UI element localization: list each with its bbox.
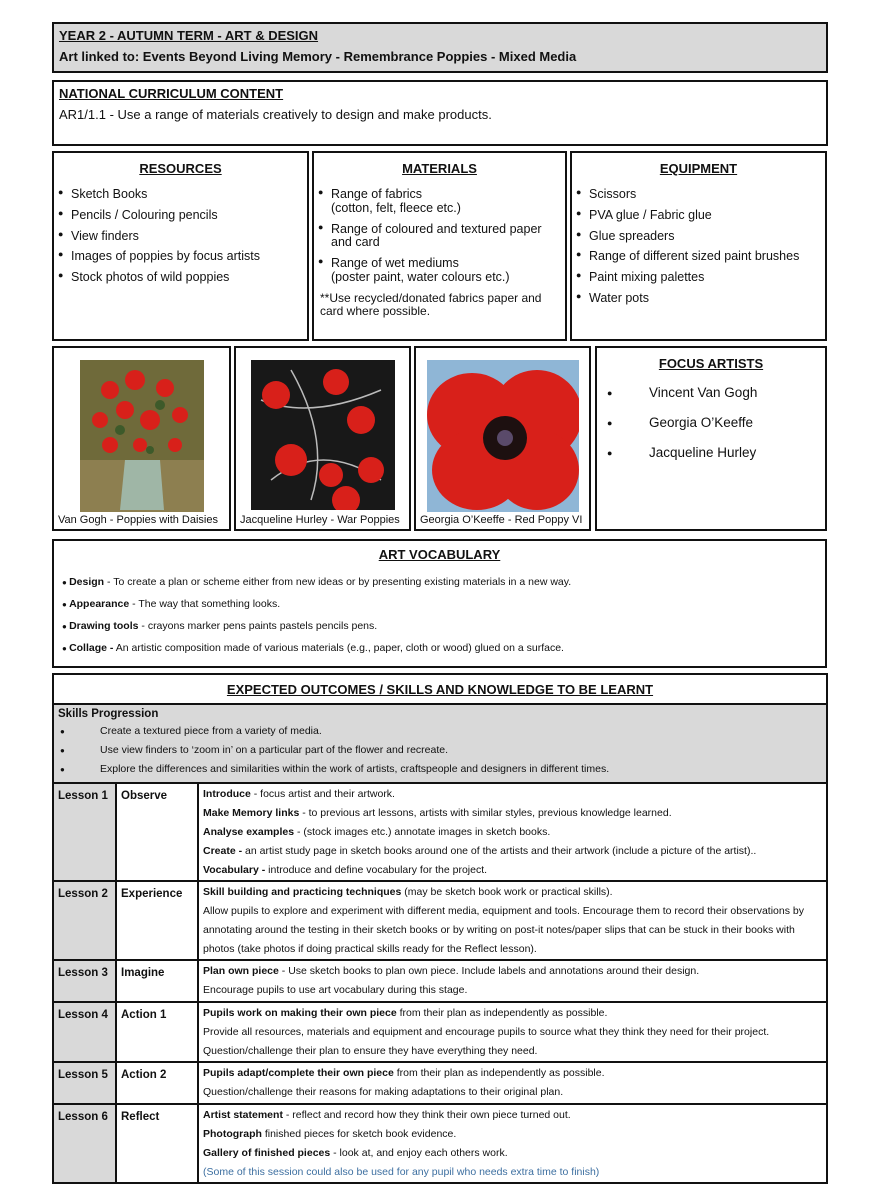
lesson-line-heading: Gallery of finished pieces [203,1147,331,1159]
list-item: ● Range of coloured and textured paper and card [318,223,561,251]
lesson-stage: Action 2 [116,1062,198,1104]
list-item: ● Stock photos of wild poppies [58,271,303,285]
focus-artist-name: Vincent Van Gogh [649,385,758,400]
lesson-line-text: an artist study page in sketch books around one of the artists and their artwork (include a picture of the artist).. [242,845,757,857]
vocabulary-definition: An artistic composition made of various materials (e.g., paper, cloth or wood) glued on a surface. [113,642,564,654]
lesson-row [53,1002,827,1062]
list-item: ● Glue spreaders [576,230,821,244]
resources-title: RESOURCES [139,161,222,176]
vocabulary-item [62,620,821,632]
lesson-note: (Some of this session could also be used for any pupil who needs extra time to finish) [203,1166,600,1178]
lesson-row [53,960,827,1002]
list-item: ● Range of different sized paint brushes [576,250,821,264]
equipment-title: EQUIPMENT [659,161,738,176]
lesson-stage: Reflect [116,1104,198,1183]
outcomes-box [52,673,828,1178]
focus-artists-box [595,346,827,531]
lesson-details [198,1104,827,1183]
lesson-line [203,962,822,981]
bullet-icon: ● [62,644,70,653]
vocabulary-item [62,642,821,654]
bullet-icon: ● [607,448,613,458]
skill-text: Explore the differences and similarities within the work of artists, craftspeople and designers in different times. [100,763,610,775]
lesson-line-text: - reflect and record how they think their own piece turned out. [282,1109,571,1121]
lesson-line [203,1023,822,1061]
lesson-line [203,1064,822,1083]
lesson-line [203,1125,822,1144]
vocabulary-term: Drawing tools [69,620,139,632]
lesson-line-text: Question/challenge their reasons for making adaptations to their original plan. [203,1086,564,1098]
bullet-icon: ● [62,578,70,587]
list-item: ● Pencils / Colouring pencils [58,209,303,223]
vocabulary-term: Collage - [69,642,114,654]
skill-item [58,722,822,741]
lesson-line-text: - to previous art lessons, artists with similar styles, previous knowledge learned. [299,807,672,819]
materials-box [312,151,567,341]
van-gogh-painting [80,360,204,512]
materials-note: **Use recycled/donated fabrics paper and card where possible. [320,290,542,318]
lesson-row [53,783,827,881]
lesson-line [203,981,822,1000]
lesson-number: Lesson 2 [53,881,116,960]
materials-title: MATERIALS [402,161,477,176]
lesson-line-text: (may be sketch book work or practical skills). [401,886,613,898]
artwork-caption: Jacqueline Hurley - War Poppies [240,514,400,526]
okeeffe-painting [427,360,579,512]
list-item: ● View finders [58,230,303,244]
lesson-line-heading: Make Memory links [203,807,300,819]
lesson-line-heading: Introduce [203,788,251,800]
lesson-line-heading: Skill building and practicing techniques [203,886,402,898]
vocabulary-term: Appearance [69,598,130,610]
lesson-line [203,804,822,823]
lesson-line-text: Provide all resources, materials and equipment and encourage pupils to source what they think they need for their project. Question/challenge their plan to ensure they have everything they need. [203,1026,770,1057]
list-item: ● Paint mixing palettes [576,271,821,285]
focus-artist-item [601,415,821,431]
vocabulary-definition: - The way that something looks. [129,598,281,610]
lesson-line-heading: Artist statement [203,1109,283,1121]
lesson-line-heading: Create - [203,845,243,857]
curriculum-box [52,80,828,146]
header [52,22,828,73]
lesson-line-text: Encourage pupils to use art vocabulary during this stage. [203,984,468,996]
lesson-line [203,1106,822,1125]
vocabulary-item [62,598,821,610]
lesson-line [203,842,822,861]
list-item: ● Range of fabrics (cotton, felt, fleece etc.) [318,188,561,216]
lesson-line [203,1083,822,1102]
lesson-line-text: introduce and define vocabulary for the project. [265,864,488,876]
lesson-line [203,883,822,902]
equipment-box [570,151,827,341]
lesson-line-text: from their plan as independently as possible. [393,1067,605,1079]
lesson-details [198,783,827,881]
artwork-hurley [234,346,411,531]
lessons-table [52,782,828,1184]
lesson-line-text: finished pieces for sketch book evidence. [261,1128,457,1140]
focus-artist-name: Jacqueline Hurley [649,445,757,460]
lesson-row [53,881,827,960]
list-item: ● Scissors [576,188,821,202]
page-title: YEAR 2 - AUTUMN TERM - ART & DESIGN [59,28,319,43]
lesson-line-text: - look at, and enjoy each others work. [330,1147,508,1159]
lesson-number: Lesson 6 [53,1104,116,1183]
lesson-line-heading: Pupils work on making their own piece [203,1007,397,1019]
lesson-row [53,1062,827,1104]
lesson-line-text: - (stock images etc.) annotate images in sketch books. [294,826,551,838]
bullet-icon: ● [607,388,613,398]
lesson-line-heading: Plan own piece [203,965,279,977]
lesson-number: Lesson 4 [53,1002,116,1062]
artwork-caption: Van Gogh - Poppies with Daisies [58,514,218,526]
skill-text: Create a textured piece from a variety of media. [100,725,322,737]
vocabulary-term: Design [69,576,105,588]
lesson-line [203,861,822,880]
bullet-icon: ● [62,622,70,631]
lesson-line-text: from their plan as independently as possible. [396,1007,608,1019]
list-item: ● PVA glue / Fabric glue [576,209,821,223]
focus-artist-item [601,385,821,401]
list-item: ● Images of poppies by focus artists [58,250,303,264]
bullet-icon: ● [60,727,65,736]
vocabulary-item [62,576,821,588]
bullet-icon: ● [60,765,65,774]
lesson-line-text: Allow pupils to explore and experiment with different media, equipment and tools. Encourage them to record their observations by annotating around the testing in their sketch books or by writing on post-it notes/paper slips that can be stuck in their books with photos (take photos if doing practical skills ready for the Reflect lesson). [203,905,804,955]
lesson-line [203,1004,822,1023]
skills-progression [54,705,826,782]
lesson-line-heading: Vocabulary - [203,864,266,876]
lesson-row [53,1104,827,1183]
lesson-stage: Action 1 [116,1002,198,1062]
curriculum-title: NATIONAL CURRICULUM CONTENT [59,86,284,101]
skill-text: Use view finders to ‘zoom in’ on a particular part of the flower and recreate. [100,744,449,756]
lesson-stage: Experience [116,881,198,960]
lesson-number: Lesson 5 [53,1062,116,1104]
lesson-line-heading: Analyse examples [203,826,295,838]
lesson-number: Lesson 3 [53,960,116,1002]
artwork-okeeffe [414,346,591,531]
skill-item [58,741,822,760]
lesson-stage: Imagine [116,960,198,1002]
bullet-icon: ● [60,746,65,755]
lesson-line [203,823,822,842]
lesson-line [203,1144,822,1163]
hurley-painting [251,360,395,510]
bullet-icon: ● [62,600,70,609]
lesson-line [203,785,822,804]
vocabulary-definition: - To create a plan or scheme either from new ideas or by presenting existing materials in a new way. [104,576,572,588]
lesson-line [203,902,822,959]
artwork-caption: Georgia O’Keeffe - Red Poppy VI [420,514,583,526]
lesson-details [198,1062,827,1104]
lesson-number: Lesson 1 [53,783,116,881]
resources-box [52,151,309,341]
lesson-line-heading: Pupils adapt/complete their own piece [203,1067,394,1079]
vocabulary-box [52,539,827,668]
vocabulary-title: ART VOCABULARY [378,547,501,562]
list-item: ● Sketch Books [58,188,303,202]
focus-artist-name: Georgia O’Keeffe [649,415,754,430]
list-item: ● Range of wet mediums (poster paint, water colours etc.) [318,257,561,285]
lesson-stage: Observe [116,783,198,881]
lesson-details [198,1002,827,1062]
skill-item [58,760,822,779]
page-subtitle: Art linked to: Events Beyond Living Memory - Remembrance Poppies - Mixed Media [59,49,577,64]
lesson-line-heading: Photograph [203,1128,262,1140]
artwork-van-gogh [52,346,231,531]
bullet-icon: ● [607,418,613,428]
focus-artists-title: FOCUS ARTISTS [658,356,764,371]
lesson-line-text: - Use sketch books to plan own piece. Include labels and annotations around their design. [278,965,700,977]
focus-artist-item [601,445,821,461]
lesson-line-text: - focus artist and their artwork. [250,788,395,800]
outcomes-title: EXPECTED OUTCOMES / SKILLS AND KNOWLEDGE TO BE LEARNT [54,675,826,705]
lesson-details [198,881,827,960]
vocabulary-definition: - crayons marker pens paints pastels pencils pens. [138,620,378,632]
lesson-details [198,960,827,1002]
list-item: ● Water pots [576,292,821,306]
skills-title: Skills Progression [58,708,159,720]
curriculum-text: AR1/1.1 - Use a range of materials creatively to design and make products. [59,107,492,122]
